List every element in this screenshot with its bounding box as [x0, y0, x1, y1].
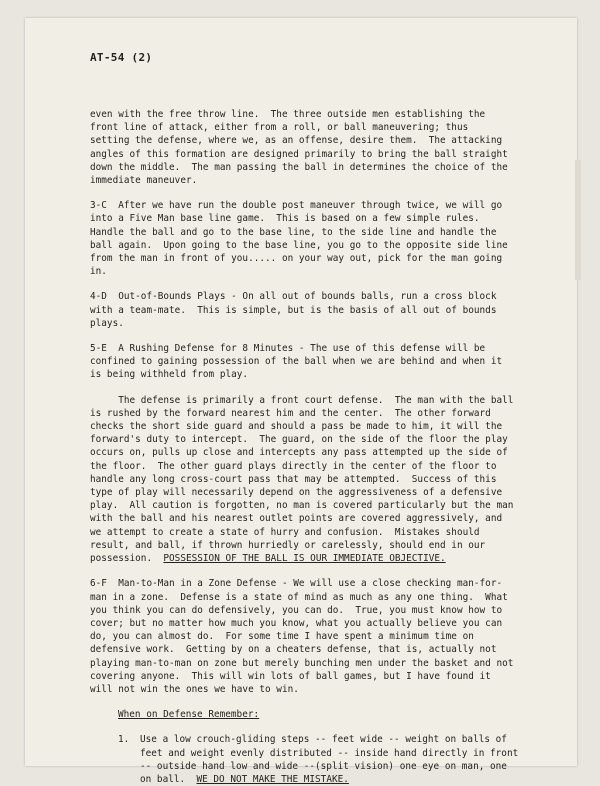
page-code: AT-54 (2): [90, 51, 153, 64]
paragraph-intro-continuation: [90, 108, 550, 187]
text-line: [90, 552, 550, 565]
text-line: 4-D Out-of-Bounds Plays - On all out of bounds balls, run a cross block: [90, 291, 497, 303]
text-line: defensive work. Getting by on a cheaters defense, that is, actually not: [90, 644, 497, 656]
text-line: with the ball and his nearest outlet points are covered aggressively, and: [90, 513, 503, 525]
text-line: even with the free throw line. The three outside men establishing the: [90, 109, 486, 120]
paragraph-6f-zone-defense: [90, 577, 550, 696]
text-line: do, you can almost do. For some time I have spent a minimum time on: [90, 631, 474, 643]
text-line: 6-F Man-to-Man in a Zone Defense - We will use a close checking man-for-: [90, 578, 503, 590]
text-line: play. All caution is forgotten, no man is covered particularly but the man: [90, 500, 514, 512]
text-line: with a team-mate. This is simple, but is the basis of all out of bounds: [90, 304, 497, 316]
text-line: cover; but no matter how much you know, what you actually believe you can: [90, 617, 503, 629]
paragraph-3c-base-line-game: [90, 199, 550, 278]
text-line: angles of this formation are designed primarily to bring the ball straight: [90, 148, 508, 160]
text-line: checks the short side guard and should a pass be made to him, it will the: [90, 421, 503, 433]
text-line: setting the defense, where we, as an offense, desire them. The attacking: [90, 135, 503, 147]
paragraph-5e-rushing-defense: [90, 342, 550, 382]
text-line: we attempt to create a state of hurry and confusion. Mistakes should: [90, 526, 480, 538]
text-line: playing man-to-man on zone but merely bunching men under the basket and not: [90, 657, 514, 669]
paragraph-4d-out-of-bounds: [90, 290, 550, 330]
list-number: 1.: [118, 734, 130, 746]
text-line: is being withheld from play.: [90, 369, 249, 381]
text-line: Use a low crouch-gliding steps -- feet wide -- weight on balls of: [140, 734, 507, 746]
text-line: 5-E A Rushing Defense for 8 Minutes - The use of this defense will be: [90, 343, 486, 355]
text-line: ball again. Upon going to the base line, you go to the opposite side line: [90, 239, 508, 251]
paragraph-front-court-defense: [90, 394, 550, 566]
text-line: immediate maneuver.: [90, 175, 198, 187]
list-heading-text: When on Defense Remember:: [118, 709, 260, 721]
text-line: covering anyone. This will win lots of ball games, but I have found it: [90, 670, 491, 682]
text-line: down the middle. The man passing the ball in determines the choice of the: [90, 161, 508, 173]
text-line: you think you can do defensively, you can do. True, you must know how to: [90, 604, 503, 616]
underlined-warning: WE DO NOT MAKE THE MISTAKE.: [196, 773, 349, 785]
text-line: man in a zone. Defense is a state of mind as much as any one thing. What: [90, 591, 508, 603]
text-line: -- outside hand low and wide --(split vision) one eye on man, one: [140, 760, 507, 772]
text-line: forward's duty to intercept. The guard, on the side of the floor the play: [90, 434, 508, 446]
text-line: feet and weight evenly distributed -- inside hand directly in front: [140, 747, 519, 759]
text-line: The defense is primarily a front court defense. The man with the ball: [90, 394, 514, 406]
text-line: is rushed by the forward nearest him and the center. The other forward: [90, 407, 491, 419]
text-line: handle any long cross-court pass that may be attempted. Success of this: [90, 473, 497, 485]
text-line: type of play will necessarily depend on the aggressiveness of a defensive: [90, 487, 503, 499]
list-item: [90, 733, 550, 786]
document-body: [90, 108, 550, 786]
text-line: into a Five Man base line game. This is based on a few simple rules.: [90, 213, 480, 225]
text-line: result, and ball, if thrown hurriedly or carelessly, should end in our: [90, 539, 486, 551]
text-line: plays.: [90, 317, 124, 329]
text-fragment: possession.: [90, 553, 164, 565]
paper-edge: [575, 160, 581, 280]
text-line: confined to gaining possession of the ball when we are behind and when it: [90, 356, 503, 368]
underlined-objective: POSSESSION OF THE BALL IS OUR IMMEDIATE OBJECTIVE.: [163, 553, 446, 565]
list-heading: [90, 708, 550, 721]
text-fragment: on ball.: [140, 773, 197, 785]
text-line: the floor. The other guard plays directly in the center of the floor to: [90, 460, 497, 472]
text-line: [140, 773, 550, 786]
text-line: 3-C After we have run the double post maneuver through twice, we will go: [90, 200, 503, 212]
text-line: Handle the ball and go to the base line, to the side line and handle the: [90, 226, 497, 238]
text-line: from the man in front of you..... on your way out, pick for the man going: [90, 253, 503, 265]
text-line: front line of attack, either from a roll, or ball maneuvering; thus: [90, 122, 469, 134]
text-line: occurs on, pulls up close and intercepts any pass attempted up the side of: [90, 447, 508, 459]
text-line: will not win the ones we have to win.: [90, 683, 299, 695]
text-line: in.: [90, 266, 107, 278]
